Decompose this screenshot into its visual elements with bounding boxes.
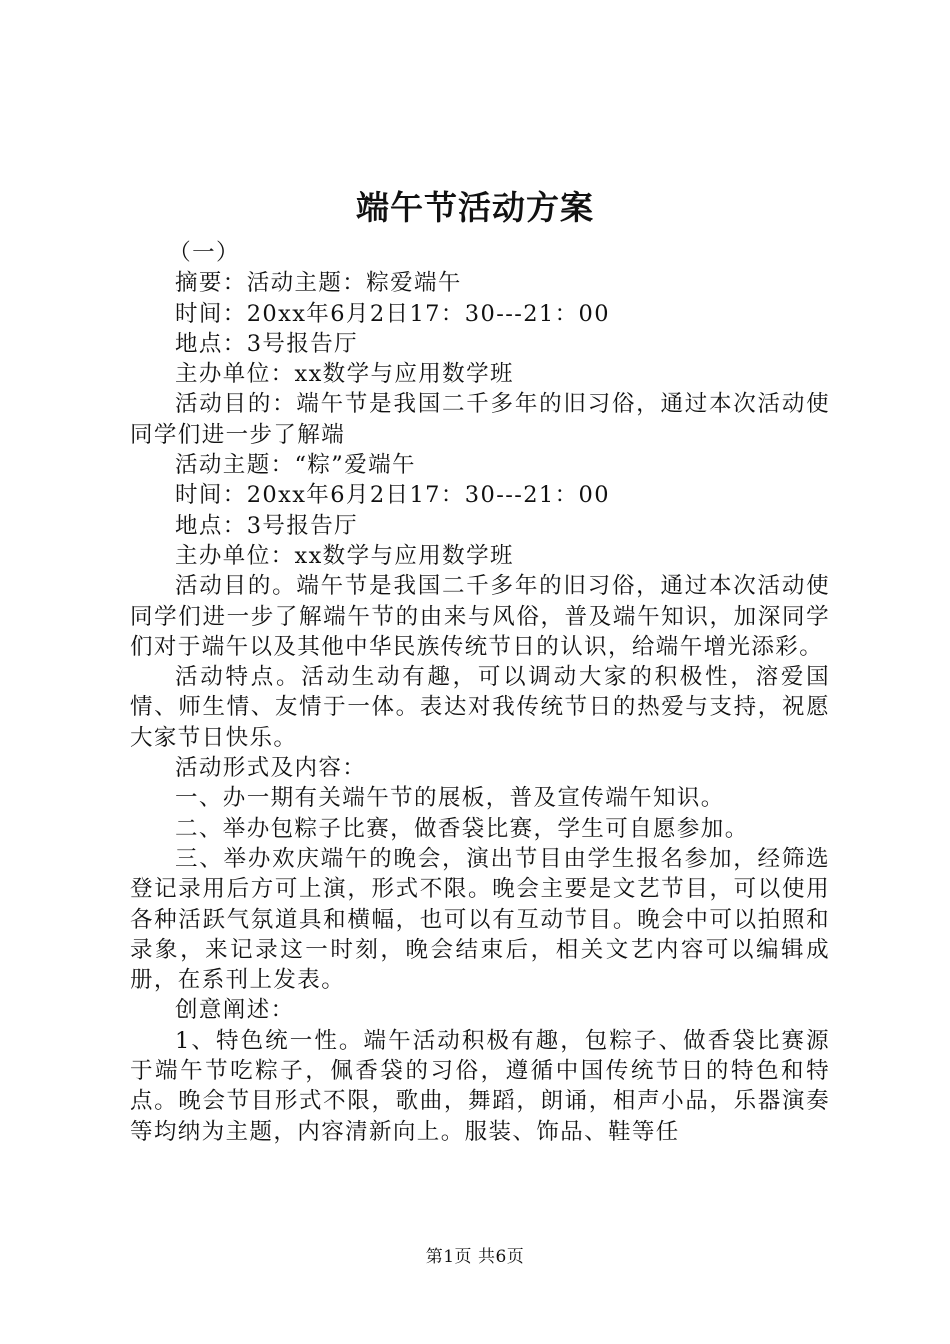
paragraph: 活动目的。端午节是我国二千多年的旧习俗，通过本次活动使同学们进一步了解端午节的由来与风俗，普及端午知识，加深同学们对于端午以及其他中华民族传统节日的认识，给端午增光添彩。	[130, 573, 830, 660]
paragraph: 主办单位：xx数学与应用数学班	[175, 542, 514, 569]
paragraph: 创意阐述：	[175, 997, 295, 1024]
paragraph: 一、办一期有关端午节的展板，普及宣传端午知识。	[175, 785, 725, 812]
paragraph: （一）	[168, 240, 240, 266]
paragraph: 二、举办包粽子比赛，做香袋比赛，学生可自愿参加。	[175, 815, 749, 842]
paragraph: 地点：3号报告厅	[175, 512, 359, 539]
page-indicator: 第1页 共6页	[425, 1247, 525, 1267]
paragraph: 摘要：活动主题：粽爱端午	[175, 270, 462, 297]
paragraph: 活动特点。活动生动有趣，可以调动大家的积极性，溶爱国情、师生情、友情于一体。表达对我传统节日的热爱与支持，祝愿大家节日快乐。	[130, 664, 830, 751]
paragraph: 1、特色统一性。端午活动积极有趣，包粽子、做香袋比赛源于端午节吃粽子，佩香袋的习俗，遵循中国传统节日的特色和特点。晚会节目形式不限，歌曲，舞蹈，朗诵，相声小品，乐器演奏等均纳为主题，内容清新向上。服装、饰品、鞋等任	[130, 1027, 830, 1145]
document-title: 端午节活动方案	[356, 188, 594, 227]
document-body	[130, 238, 830, 1147]
paragraph: 活动主题：“粽”爱端午	[175, 452, 416, 479]
paragraph: 活动形式及内容：	[175, 755, 367, 782]
paragraph: 活动目的：端午节是我国二千多年的旧习俗，通过本次活动使同学们进一步了解端	[130, 391, 830, 448]
paragraph: 时间：20xx年6月2日17：30---21：00	[175, 300, 610, 327]
paragraph: 三、举办欢庆端午的晚会，演出节目由学生报名参加，经筛选登记录用后方可上演，形式不限。晚会主要是文艺节目，可以使用各种活跃气氛道具和横幅，也可以有互动节目。晚会中可以拍照和录象，来记录这一时刻，晚会结束后，相关文艺内容可以编辑成册，在系刊上发表。	[130, 845, 830, 994]
paragraph: 主办单位：xx数学与应用数学班	[175, 361, 514, 388]
paragraph: 时间：20xx年6月2日17：30---21：00	[175, 482, 610, 509]
paragraph: 地点：3号报告厅	[175, 330, 359, 357]
